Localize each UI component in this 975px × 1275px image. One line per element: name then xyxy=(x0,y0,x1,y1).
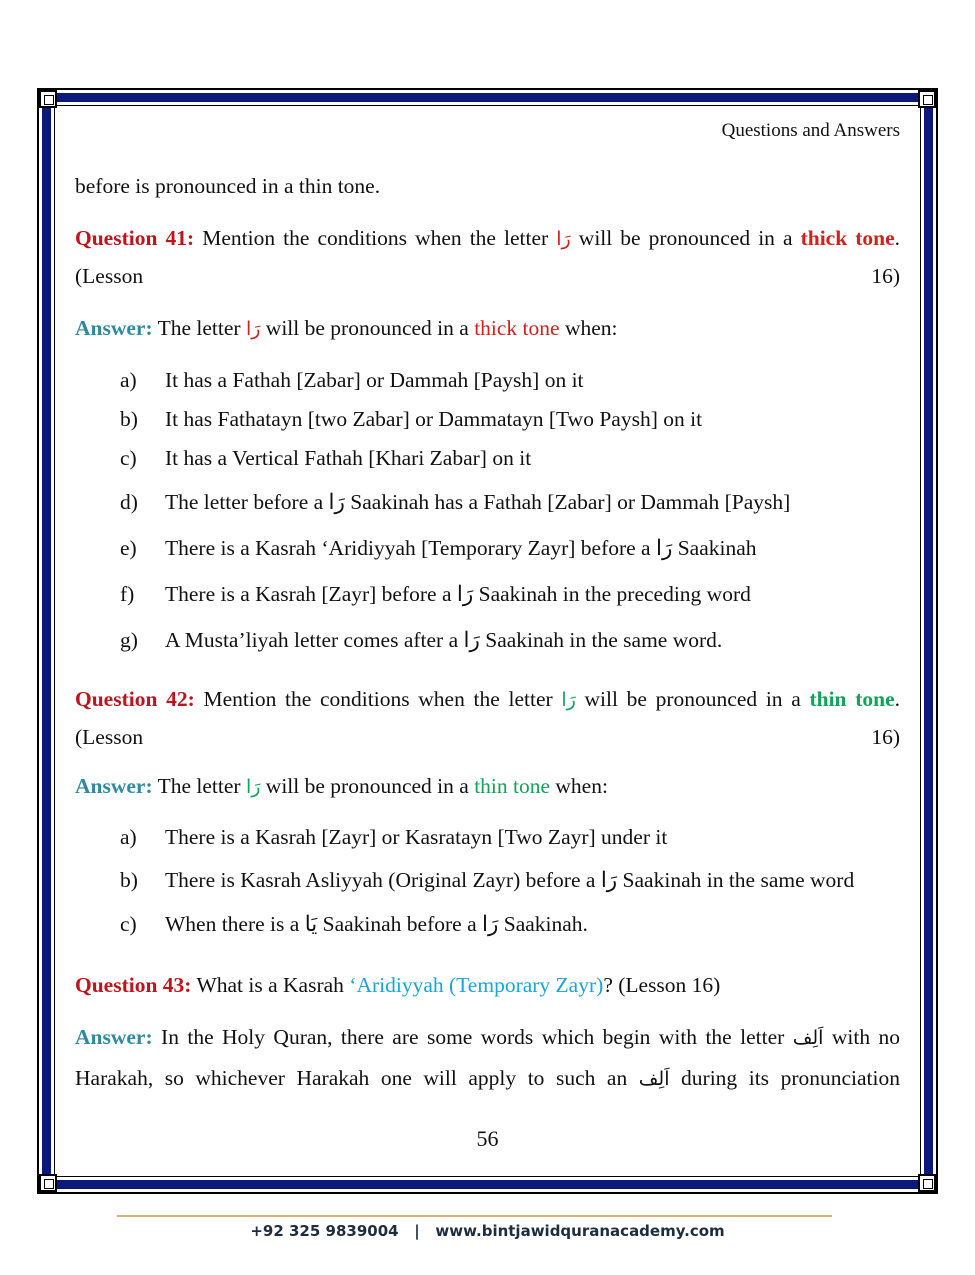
corner-ornament-top-left xyxy=(39,90,57,108)
thick-tone-conditions xyxy=(75,363,900,657)
answer-43-line-2: Harakah, so whichever Harakah one will apply to such an اَلِف during its pronunciation xyxy=(75,1066,900,1090)
list-item: b) It has Fathatayn [two Zabar] or Dammatayn [Two Paysh] on it xyxy=(120,407,703,431)
thin-tone-term: thin tone xyxy=(809,687,895,711)
list-item: d) The letter before a رَا Saakinah has a Fathah [Zabar] or Dammah [Paysh] xyxy=(120,490,791,514)
answer-43-line-1: Answer: In the Holy Quran, there are some words which begin with the letter اَلِف with no xyxy=(75,1025,900,1049)
list-item: a) It has a Fathah [Zabar] or Dammah [Paysh] on it xyxy=(120,368,584,392)
list-item: c) It has a Vertical Fathah [Khari Zabar] on it xyxy=(120,446,532,470)
corner-ornament-bottom-right xyxy=(918,1174,936,1192)
question-label: Question 43: xyxy=(75,973,192,997)
list-item: f) There is a Kasrah [Zayr] before a رَا Saakinah in the preceding word xyxy=(120,582,751,606)
footer-divider xyxy=(117,1215,832,1217)
answer-label: Answer: xyxy=(75,316,153,340)
arabic-letter: رَا xyxy=(561,689,576,711)
question-42: Question 42: Mention the conditions when the letter رَا will be pronounced in a thin tone. (Lesson 16) xyxy=(75,687,900,749)
list-item: c) When there is a يَا Saakinah before a رَا Saakinah. xyxy=(120,912,588,936)
thin-tone-conditions xyxy=(75,820,900,941)
thick-tone-term: thick tone xyxy=(800,226,895,250)
footer-contact: +92 325 9839004 | www.bintjawidquranacademy.com xyxy=(250,1222,725,1240)
answer-label: Answer: xyxy=(75,774,153,798)
page-number: 56 xyxy=(476,1126,499,1151)
answer-label: Answer: xyxy=(75,1025,153,1049)
answer-42: Answer: The letter رَا will be pronounced in a thin tone when: xyxy=(75,774,608,798)
list-item: b) There is Kasrah Asliyyah (Original Zayr) before a رَا Saakinah in the same word xyxy=(120,868,855,892)
list-item: a) There is a Kasrah [Zayr] or Kasratayn [Two Zayr] under it xyxy=(120,825,668,849)
question-43: Question 43: What is a Kasrah ‘Aridiyyah (Temporary Zayr)? (Lesson 16) xyxy=(75,973,721,997)
thin-tone-term: thin tone xyxy=(474,774,551,798)
arabic-letter: رَا xyxy=(556,228,571,250)
corner-ornament-top-right xyxy=(918,90,936,108)
intro-text: before is pronounced in a thin tone. xyxy=(75,174,381,198)
temporary-zayr-term: ‘Aridiyyah (Temporary Zayr) xyxy=(349,973,604,997)
running-header: Questions and Answers xyxy=(721,120,900,141)
page-content xyxy=(75,168,900,1098)
arabic-letter: رَا xyxy=(245,318,261,340)
arabic-letter: رَا xyxy=(245,776,261,798)
arabic-word: اَلِف xyxy=(792,1027,824,1049)
question-label: Question 42: xyxy=(75,687,195,711)
arabic-word: اَلِف xyxy=(638,1068,670,1090)
answer-41: Answer: The letter رَا will be pronounced in a thick tone when: xyxy=(75,316,618,340)
list-item: g) A Musta’liyah letter comes after a رَا Saakinah in the same word. xyxy=(120,628,723,652)
question-41: Question 41: Mention the conditions when the letter رَا will be pronounced in a thick tone. (Lesson 16) xyxy=(75,226,901,288)
thick-tone-term: thick tone xyxy=(474,316,560,340)
list-item: e) There is a Kasrah ‘Aridiyyah [Temporary Zayr] before a رَا Saakinah xyxy=(120,536,757,560)
question-label: Question 41: xyxy=(75,226,195,250)
corner-ornament-bottom-left xyxy=(39,1174,57,1192)
